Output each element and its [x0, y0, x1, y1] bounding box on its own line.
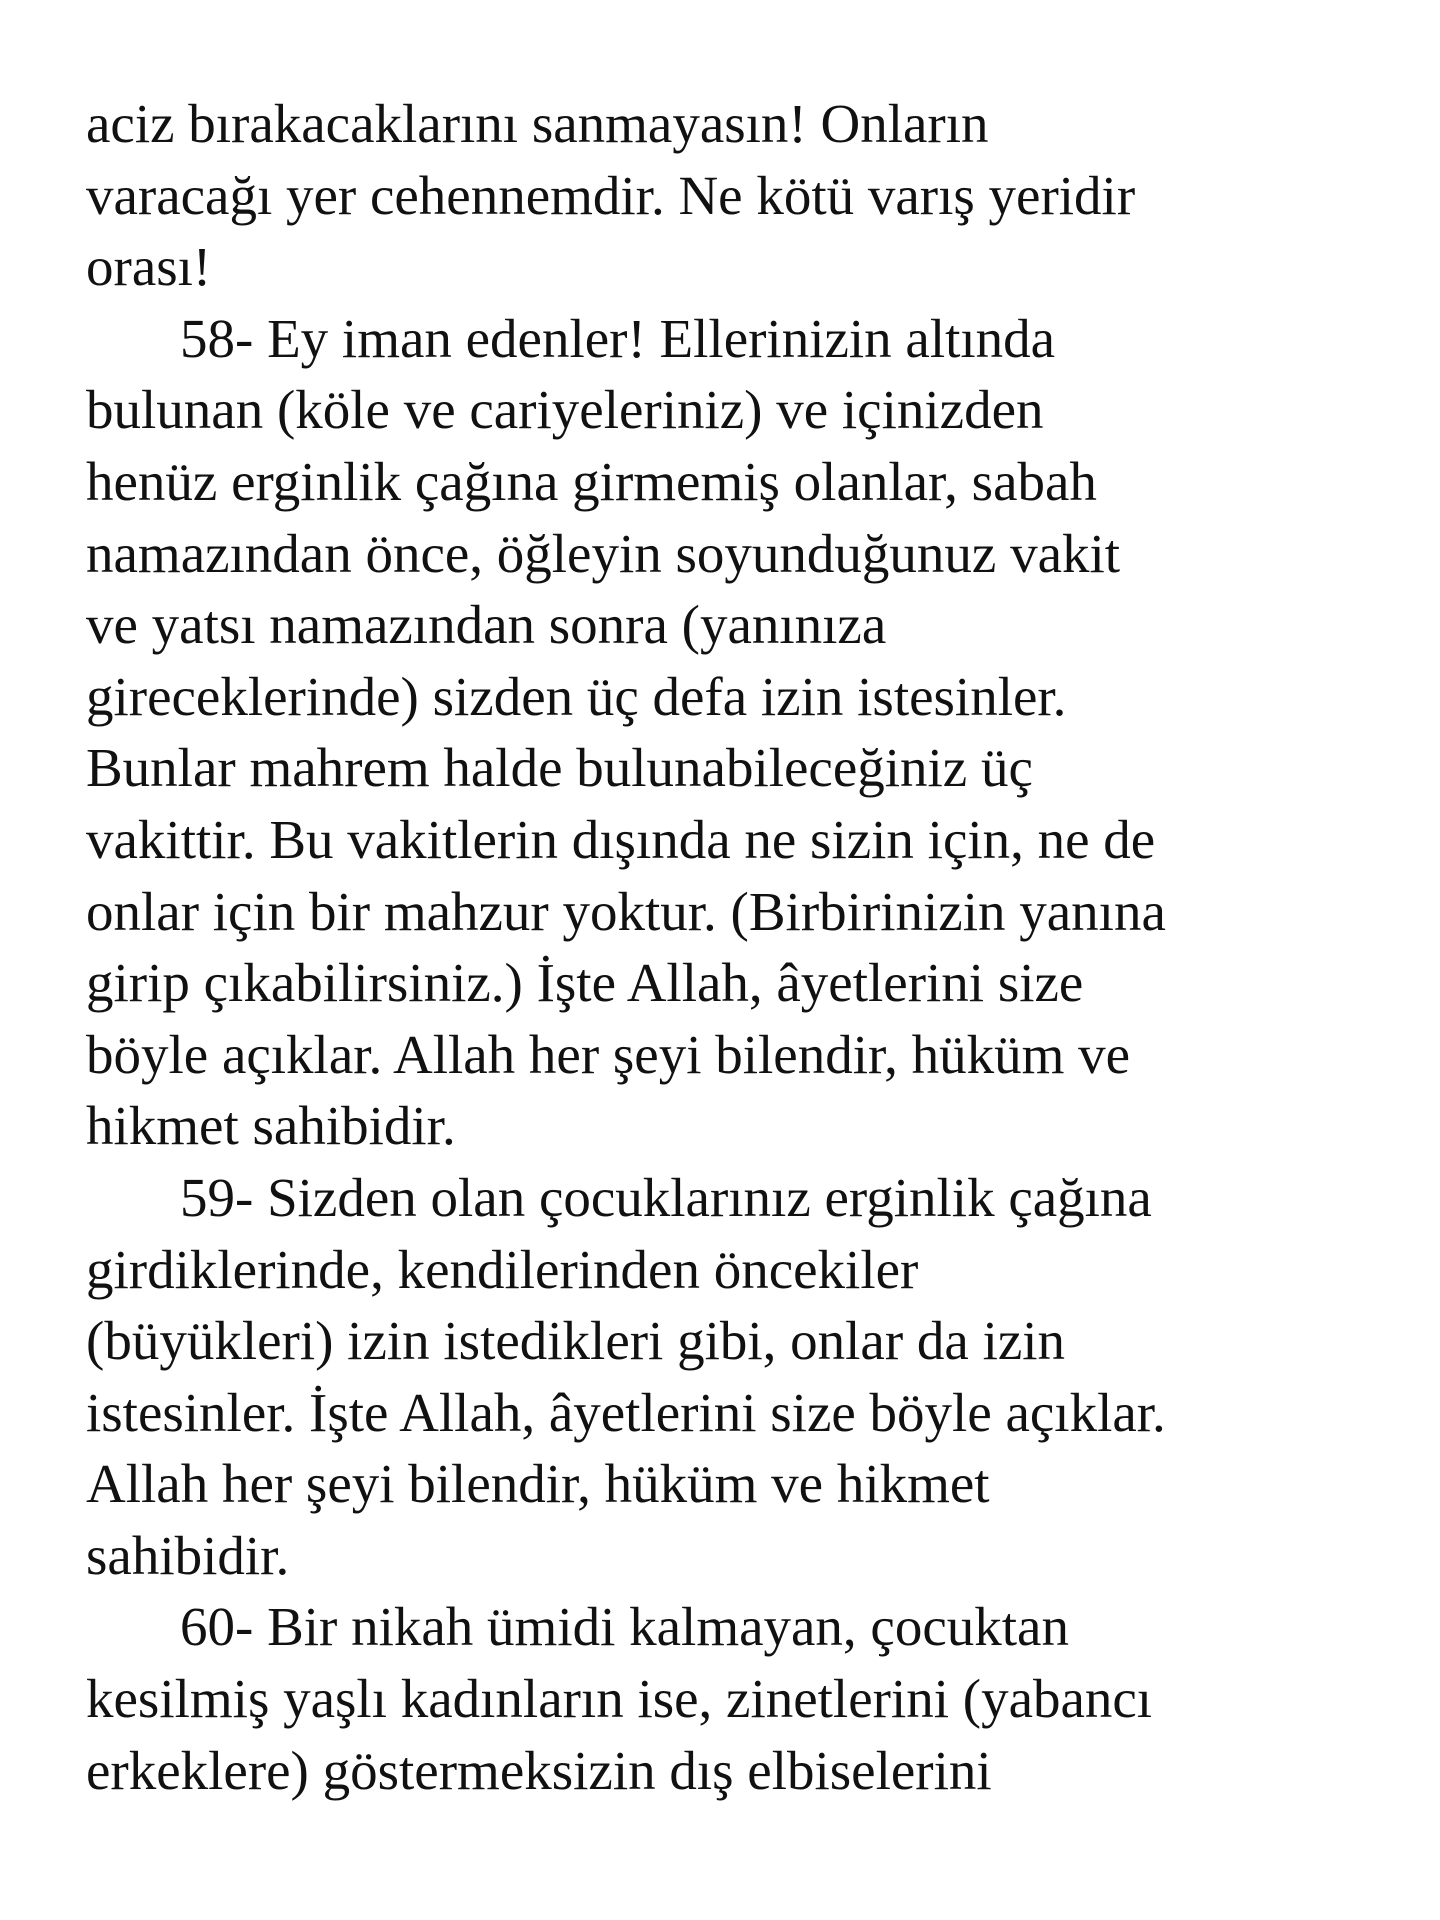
text-line: henüz erginlik çağına girmemiş olanlar, sabah [86, 450, 1097, 512]
text-line: aciz bırakacaklarını sanmayasın! Onların [86, 93, 989, 154]
text-line: kesilmiş yaşlı kadınların ise, zinetlerini (yabancı [86, 1668, 1153, 1730]
text-line: namazından önce, öğleyin soyunduğunuz vakit [86, 522, 1121, 584]
text-line: erkeklere) göstermeksizin dış elbiselerini [86, 1739, 992, 1801]
text-line: Allah her şeyi bilendir, hüküm ve hikmet [86, 1453, 990, 1515]
text-line: orası! [86, 236, 212, 298]
text-line: (büyükleri) izin istedikleri gibi, onlar da izin [86, 1310, 1066, 1372]
text-line: vakittir. Bu vakitlerin dışında ne sizin için, ne de [86, 808, 1156, 870]
text-line: girip çıkabilirsiniz.) İşte Allah, âyetlerini size [86, 952, 1084, 1014]
text-line: gireceklerinde) sizden üç defa izin istesinler. [86, 665, 1067, 727]
text-line: sahibidir. [86, 1524, 290, 1586]
verse-60-start: 60- Bir nikah ümidi kalmayan, çocuktan [180, 1596, 1069, 1658]
text-line: bulunan (köle ve cariyeleriniz) ve içinizden [86, 379, 1044, 441]
text-line: böyle açıklar. Allah her şeyi bilendir, hüküm ve [86, 1023, 1131, 1085]
verse-58-start: 58- Ey iman edenler! Ellerinizin altında [180, 307, 1056, 369]
verse-59-start: 59- Sizden olan çocuklarınız erginlik çağına [180, 1166, 1152, 1228]
text-line: ve yatsı namazından sonra (yanınıza [86, 594, 887, 656]
text-line: hikmet sahibidir. [86, 1095, 456, 1157]
document-page [86, 88, 1386, 1806]
text-line: istesinler. İşte Allah, âyetlerini size böyle açıklar. [86, 1381, 1166, 1443]
text-line: girdiklerinde, kendilerinden öncekiler [86, 1238, 919, 1300]
text-line: Bunlar mahrem halde bulunabileceğiniz üç [86, 737, 1033, 799]
text-line: onlar için bir mahzur yoktur. (Birbirinizin yanına [86, 880, 1166, 942]
text-line: varacağı yer cehennemdir. Ne kötü varış yeridir [86, 164, 1136, 226]
